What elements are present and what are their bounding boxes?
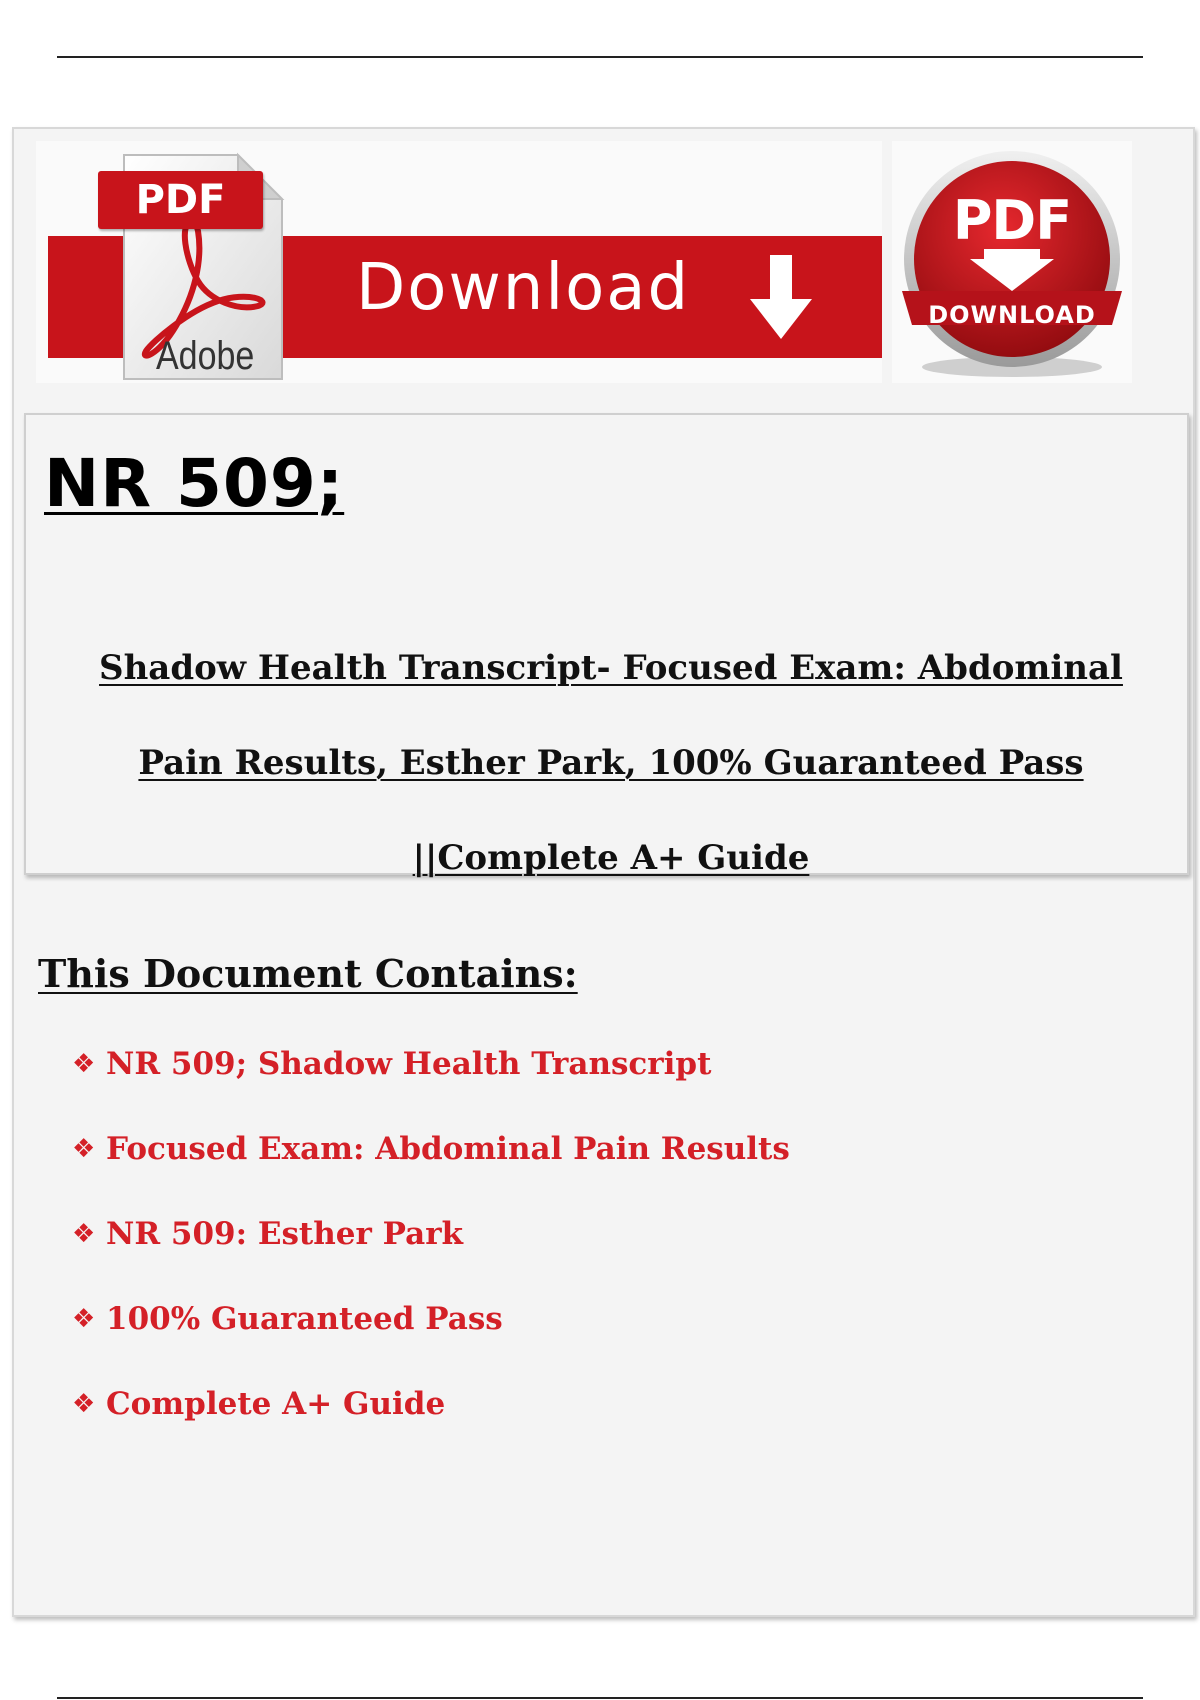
- header-rule: [57, 56, 1143, 58]
- list-item: [72, 1044, 790, 1129]
- footer-rule: [57, 1697, 1143, 1699]
- pdf-download-badge[interactable]: [892, 141, 1132, 383]
- pdf-tag: [98, 171, 263, 229]
- four-diamond-bullet-icon: ❖: [72, 1134, 96, 1164]
- list-item-text: NR 509; Shadow Health Transcript: [106, 1046, 712, 1082]
- down-arrow-icon: [746, 249, 816, 344]
- list-item-text: 100% Guaranteed Pass: [106, 1301, 503, 1337]
- list-item: [72, 1384, 790, 1469]
- badge-circle-icon: [892, 141, 1132, 383]
- title-box: [24, 413, 1189, 878]
- four-diamond-bullet-icon: ❖: [72, 1304, 96, 1334]
- four-diamond-bullet-icon: ❖: [72, 1389, 96, 1419]
- download-banner[interactable]: [36, 141, 882, 383]
- contents-list: [72, 1044, 790, 1469]
- four-diamond-bullet-icon: ❖: [72, 1049, 96, 1079]
- cover-frame: [12, 127, 1195, 1617]
- adobe-label: Adobe: [156, 334, 255, 378]
- pdf-tag-label: PDF: [135, 177, 226, 223]
- badge-download-label: DOWNLOAD: [928, 301, 1096, 329]
- pdf-file-icon: [98, 151, 286, 383]
- list-item: [72, 1129, 790, 1214]
- list-item: [72, 1214, 790, 1299]
- banner-download-label: Download: [356, 251, 691, 325]
- badge-pdf-label: PDF: [952, 189, 1072, 252]
- document-title: Shadow Health Transcript- Focused Exam: Abdominal Pain Results, Esther Park, 100% Guaranteed Pass ||Complete A+ Guide: [99, 648, 1123, 878]
- list-item-text: Complete A+ Guide: [106, 1386, 446, 1422]
- list-item: [72, 1299, 790, 1384]
- contents-heading: This Document Contains:: [38, 951, 578, 996]
- four-diamond-bullet-icon: ❖: [72, 1219, 96, 1249]
- course-code-heading: NR 509;: [44, 445, 345, 522]
- list-item-text: NR 509: Esther Park: [106, 1216, 463, 1252]
- list-item-text: Focused Exam: Abdominal Pain Results: [106, 1131, 790, 1167]
